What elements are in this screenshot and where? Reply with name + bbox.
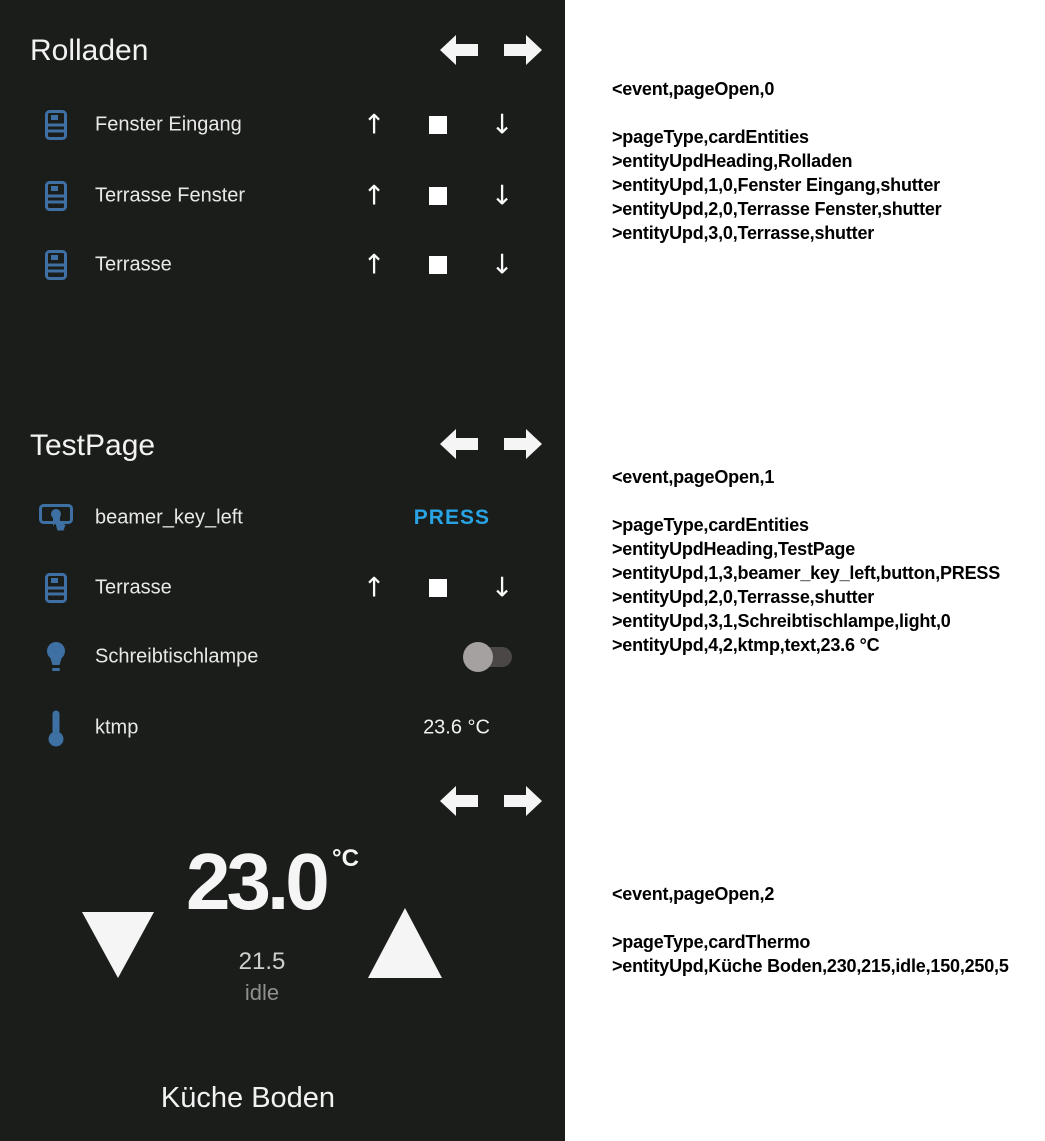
console-line: >pageType,cardEntities (612, 515, 809, 535)
card3-page-nav (440, 786, 542, 816)
console-line: >entityUpdHeading,TestPage (612, 539, 856, 559)
toggle-knob (463, 642, 493, 672)
console-line: >entityUpd,1,0,Fenster Eingang,shutter (612, 175, 940, 195)
window-shutter-icon (38, 250, 74, 280)
entity-label: Terrasse Fenster (95, 184, 246, 207)
entity-label: beamer_key_left (95, 506, 243, 529)
entity-label: Terrasse (95, 253, 172, 276)
entity-row-ktmp (0, 703, 565, 753)
console-line: >pageType,cardEntities (612, 127, 809, 147)
console-line: >entityUpdHeading,Rolladen (612, 151, 853, 171)
shutter-down-button[interactable]: ↓ (490, 249, 514, 281)
window-shutter-icon (38, 573, 74, 603)
console-line: >entityUpd,2,0,Terrasse,shutter (612, 587, 875, 607)
arrow-left-icon[interactable] (440, 35, 478, 65)
setpoint-increase-button[interactable] (368, 908, 442, 978)
light-toggle-switch[interactable] (466, 647, 512, 667)
lightbulb-icon (38, 640, 74, 674)
shutter-down-button[interactable]: ↓ (490, 180, 514, 212)
entity-row-fenster-eingang (0, 100, 565, 150)
arrow-left-icon[interactable] (440, 786, 478, 816)
console-spacer (612, 906, 1009, 930)
card-heading-rolladen: Rolladen (30, 34, 149, 67)
entity-label: ktmp (95, 716, 139, 739)
press-button[interactable]: PRESS (413, 506, 490, 529)
console-block-page0 (612, 77, 942, 245)
arrow-left-icon[interactable] (440, 429, 478, 459)
window-shutter-icon (38, 110, 74, 140)
console-event-line: <event,pageOpen,1 (612, 467, 775, 487)
shutter-down-button[interactable]: ↓ (490, 109, 514, 141)
console-event-line: <event,pageOpen,0 (612, 79, 775, 99)
console-block-page1 (612, 465, 1000, 657)
card2-page-nav (440, 429, 542, 459)
console-block-page2 (612, 882, 1009, 978)
arrow-right-icon[interactable] (504, 429, 542, 459)
window-shutter-icon (38, 181, 74, 211)
shutter-down-button[interactable]: ↓ (490, 572, 514, 604)
console-line: >entityUpd,1,3,beamer_key_left,button,PRESS (612, 563, 1001, 583)
current-temperature: 23.0 (186, 837, 326, 926)
entity-row-terrasse-2 (0, 563, 565, 613)
entity-label: Terrasse (95, 576, 172, 599)
shutter-up-button[interactable]: ↑ (362, 249, 386, 281)
card1-page-nav (440, 35, 542, 65)
shutter-up-button[interactable]: ↑ (362, 180, 386, 212)
shutter-up-button[interactable]: ↑ (362, 109, 386, 141)
temperature-value: 23.6 °C (423, 716, 490, 739)
hvac-state: idle (244, 980, 280, 1005)
entity-label: Schreibtischlampe (95, 645, 259, 668)
console-line: >entityUpd,4,2,ktmp,text,23.6 °C (612, 635, 880, 655)
entity-row-terrasse-fenster (0, 171, 565, 221)
arrow-right-icon[interactable] (504, 786, 542, 816)
console-spacer (612, 101, 942, 125)
gesture-tap-button-icon (38, 501, 74, 535)
entity-label: Fenster Eingang (95, 113, 242, 136)
console-line: >entityUpd,3,0,Terrasse,shutter (612, 223, 875, 243)
shutter-stop-button[interactable] (429, 579, 447, 597)
console-line: >entityUpd,3,1,Schreibtischlampe,light,0 (612, 611, 951, 631)
shutter-stop-button[interactable] (429, 187, 447, 205)
temperature-unit: °C (332, 845, 359, 872)
console-line: >entityUpd,Küche Boden,230,215,idle,150,250,5 (612, 956, 1009, 976)
console-line: >pageType,cardThermo (612, 932, 811, 952)
target-setpoint: 21.5 (238, 948, 286, 975)
entity-row-terrasse (0, 240, 565, 290)
entity-row-beamer-key-left (0, 493, 565, 543)
entity-row-schreibtischlampe (0, 632, 565, 682)
shutter-up-button[interactable]: ↑ (362, 572, 386, 604)
console-event-line: <event,pageOpen,2 (612, 884, 775, 904)
arrow-right-icon[interactable] (504, 35, 542, 65)
console-line: >entityUpd,2,0,Terrasse Fenster,shutter (612, 199, 942, 219)
shutter-stop-button[interactable] (429, 116, 447, 134)
thermometer-icon (38, 709, 74, 747)
setpoint-decrease-button[interactable] (82, 912, 154, 978)
thermostat-title: Küche Boden (160, 1082, 336, 1114)
console-spacer (612, 489, 1000, 513)
card-heading-testpage: TestPage (30, 429, 156, 462)
shutter-stop-button[interactable] (429, 256, 447, 274)
